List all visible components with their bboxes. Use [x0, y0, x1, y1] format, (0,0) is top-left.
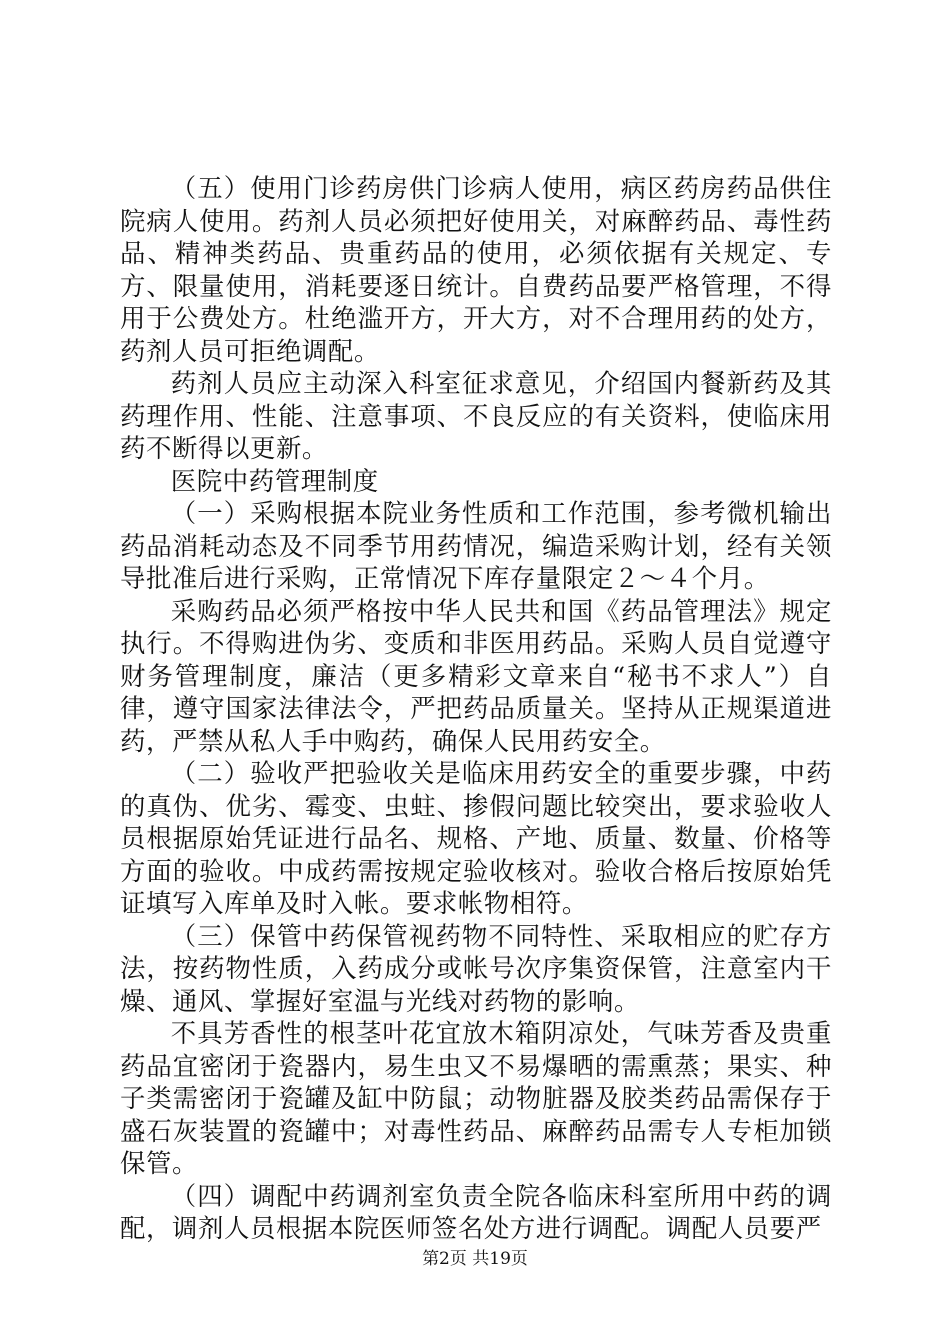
paragraph-outpatient-usage: （五）使用门诊药房供门诊病人使用，病区药房药品供住院病人使用。药剂人员必须把好使用关，对麻醉药品、毒性药品、精神类药品、贵重药品的使用，必须依据有关规定、专方、限量使用，消耗要逐日统计。自费药品要严格管理，不得用于公费处方。杜绝滥开方，开大方，对不合理用药的处方，药剂人员可拒绝调配。: [120, 173, 832, 366]
paragraph-dispensing: （四）调配中药调剂室负责全院各临床科室所用中药的调配，调剂人员根据本院医师签名处方进行调配。调配人员要严: [120, 1180, 832, 1243]
paragraph-solicit-opinions: 药剂人员应主动深入科室征求意见，介绍国内餐新药及其药理作用、性能、注意事项、不良反应的有关资料，使临床用药不断得以更新。: [120, 368, 832, 463]
section-heading-tcm-management: 医院中药管理制度: [170, 465, 379, 496]
document-body: [120, 172, 832, 1245]
paragraph-storage: （三）保管中药保管视药物不同特性、采取相应的贮存方法，按药物性质，入药成分或帐号次序集资保管，注意室内干燥、通风、掌握好室温与光线对药物的影响。: [120, 920, 832, 1016]
page-number-footer: 第2页 共19页: [422, 1249, 528, 1269]
paragraph-acceptance: （二）验收严把验收关是临床用药安全的重要步骤，中药的真伪、优劣、霉变、虫蛀、掺假问题比较突出，要求验收人员根据原始凭证进行品名、规格、产地、质量、数量、价格等方面的验收。中成药需按规定验收核对。验收合格后按原始凭证填写入库单及时入帐。要求帐物相符。: [120, 758, 832, 918]
paragraph-procurement: （一）采购根据本院业务性质和工作范围，参考微机输出药品消耗动态及不同季节用药情况，编造采购计划，经有关领导批准后进行采购，正常情况下库存量限定２～４个月。: [120, 498, 832, 593]
paragraph-storage-methods: 不具芳香性的根茎叶花宜放木箱阴凉处，气味芳香及贵重药品宜密闭于瓷器内，易生虫又不易爆晒的需熏蒸；果实、种子类需密闭于瓷罐及缸中防鼠；动物脏器及胶类药品需保存于盛石灰装置的瓷罐中；对毒性药品、麻醉药品需专人专柜加锁保管。: [120, 1018, 832, 1178]
paragraph-procurement-law: 采购药品必须严格按中华人民共和国《药品管理法》规定执行。不得购进伪劣、变质和非医用药品。采购人员自觉遵守财务管理制度，廉洁（更多精彩文章来自“秘书不求人”）自律，遵守国家法律法令，严把药品质量关。坚持从正规渠道进药，严禁从私人手中购药，确保人民用药安全。: [120, 595, 832, 756]
